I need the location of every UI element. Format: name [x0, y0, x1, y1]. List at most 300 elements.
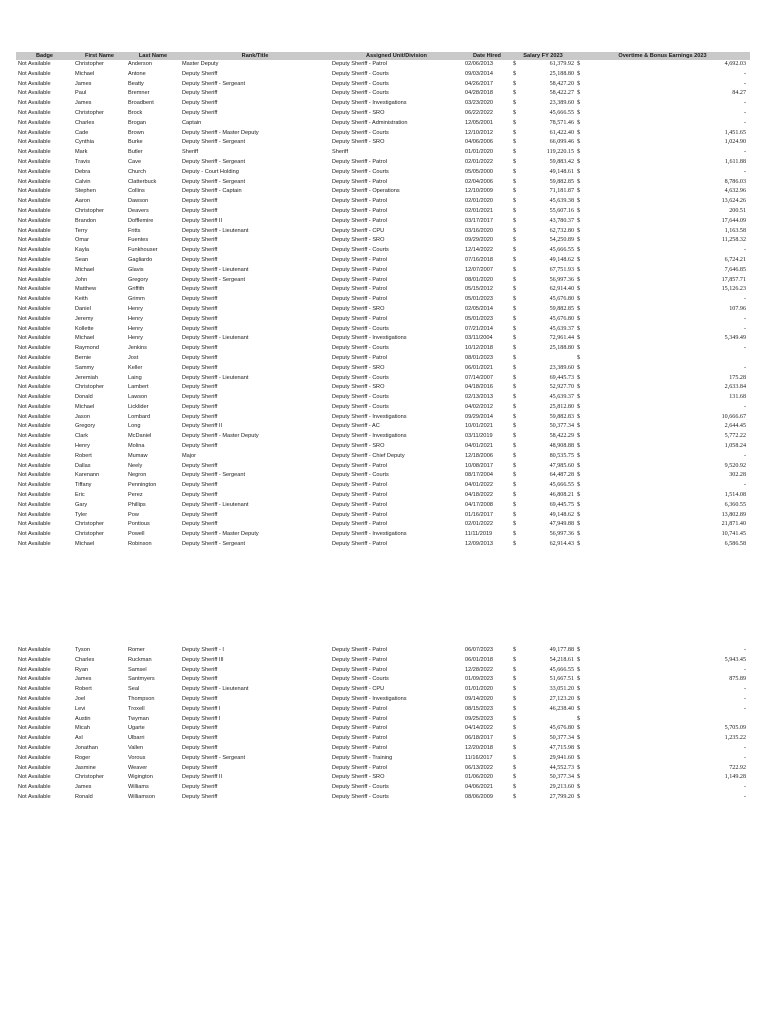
cell-first-name: Raymond: [75, 345, 99, 352]
cell-salary: [511, 734, 575, 744]
currency-symbol: $: [577, 676, 581, 683]
cell-assigned-unit: Deputy Sheriff - Courts: [332, 90, 389, 97]
salary-amount: 47,949.88: [549, 521, 574, 528]
currency-symbol: $: [577, 100, 581, 107]
currency-symbol: $: [577, 129, 581, 136]
cell-first-name: Michael: [75, 541, 95, 548]
cell-overtime: [575, 148, 750, 158]
cell-date-hired: 06/07/2023: [465, 647, 493, 653]
cell-overtime: [575, 734, 750, 744]
cell-date-hired: 04/28/2018: [465, 90, 493, 97]
cell-date-hired: 01/06/2020: [465, 774, 493, 781]
cell-rank-title: Deputy Sheriff: [182, 70, 218, 77]
cell-salary: [511, 462, 575, 472]
currency-symbol: $: [513, 676, 517, 683]
cell-overtime: [575, 138, 750, 148]
cell-badge: Not Available: [18, 774, 51, 781]
cell-overtime: [575, 481, 750, 491]
cell-first-name: Travis: [75, 158, 91, 165]
table-row: [16, 197, 750, 207]
currency-symbol: $: [513, 521, 517, 528]
cell-badge: Not Available: [18, 100, 51, 107]
cell-overtime: [575, 80, 750, 90]
table-row: [16, 256, 750, 266]
cell-assigned-unit: Deputy Sheriff - Investigations: [332, 433, 407, 440]
currency-symbol: $: [513, 511, 517, 518]
currency-symbol: $: [577, 119, 581, 126]
cell-last-name: Molina: [128, 443, 145, 450]
cell-assigned-unit: Deputy Sheriff - Courts: [332, 247, 389, 254]
cell-date-hired: 06/01/2018: [465, 656, 493, 663]
cell-date-hired: 01/09/2023: [465, 676, 493, 683]
cell-first-name: Brandon: [75, 217, 97, 224]
currency-symbol: $: [513, 374, 517, 381]
currency-symbol: $: [513, 695, 517, 702]
cell-last-name: Romer: [128, 647, 145, 653]
cell-first-name: Paul: [75, 90, 87, 97]
cell-date-hired: 07/16/2018: [465, 256, 493, 263]
overtime-amount: 1,024.90: [724, 139, 746, 146]
cell-rank-title: Deputy Sheriff: [182, 403, 218, 410]
cell-first-name: Matthew: [75, 286, 97, 293]
overtime-amount: 21,871.40: [721, 521, 746, 528]
cell-salary: [511, 442, 575, 452]
currency-symbol: $: [513, 531, 517, 538]
cell-date-hired: 05/05/2000: [465, 168, 493, 175]
cell-first-name: Michael: [75, 266, 95, 273]
cell-rank-title: Deputy Sheriff - Master Deputy: [182, 433, 259, 440]
cell-rank-title: Deputy Sheriff: [182, 394, 218, 401]
currency-symbol: $: [577, 715, 581, 722]
salary-amount: 47,985.60: [549, 462, 574, 469]
cell-overtime: [575, 187, 750, 197]
cell-badge: Not Available: [18, 286, 51, 293]
cell-rank-title: Deputy Sheriff - Sergeant: [182, 541, 246, 548]
table-row: [16, 744, 750, 754]
cell-first-name: Calvin: [75, 178, 91, 185]
cell-first-name: Eric: [75, 492, 85, 499]
overtime-amount: 1,611.88: [724, 158, 746, 165]
cell-date-hired: 12/09/2013: [465, 541, 493, 548]
cell-assigned-unit: Deputy Sheriff - SRO: [332, 109, 385, 116]
cell-salary: [511, 715, 575, 725]
cell-last-name: Weaver: [128, 764, 148, 771]
table-row: [16, 60, 750, 70]
currency-symbol: $: [577, 296, 581, 303]
currency-symbol: $: [577, 217, 581, 224]
currency-symbol: $: [577, 168, 581, 175]
cell-first-name: Terry: [75, 227, 88, 234]
cell-badge: Not Available: [18, 354, 51, 361]
table-row: [16, 530, 750, 540]
cell-last-name: Fritts: [128, 227, 141, 234]
table-row: [16, 462, 750, 472]
cell-last-name: Vorous: [128, 754, 146, 761]
currency-symbol: $: [513, 247, 517, 254]
currency-symbol: $: [577, 666, 581, 673]
cell-last-name: Keller: [128, 364, 143, 371]
currency-symbol: $: [577, 501, 581, 508]
currency-symbol: $: [513, 345, 517, 352]
overtime-amount: 9,520.92: [724, 462, 746, 469]
cell-overtime: [575, 685, 750, 695]
currency-symbol: $: [513, 413, 517, 420]
cell-salary: [511, 334, 575, 344]
currency-symbol: $: [577, 354, 581, 361]
currency-symbol: $: [577, 511, 581, 518]
currency-symbol: $: [577, 403, 581, 410]
cell-overtime: [575, 207, 750, 217]
cell-date-hired: 10/12/2018: [465, 345, 493, 352]
overtime-amount: 5,705.09: [724, 725, 746, 732]
currency-symbol: $: [577, 452, 581, 459]
cell-date-hired: 05/01/2023: [465, 296, 493, 303]
currency-symbol: $: [513, 276, 517, 283]
cell-salary: [511, 168, 575, 178]
cell-overtime: [575, 422, 750, 432]
overtime-amount: -: [743, 666, 746, 673]
currency-symbol: $: [577, 109, 581, 116]
overtime-amount: 5,349.49: [724, 335, 746, 342]
cell-assigned-unit: Deputy Sheriff - Administration: [332, 119, 408, 126]
cell-badge: Not Available: [18, 158, 51, 165]
salary-amount: 51,667.51: [549, 676, 574, 683]
salary-amount: 49,148.61: [549, 168, 574, 175]
currency-symbol: $: [513, 423, 517, 430]
cell-salary: [511, 695, 575, 705]
cell-assigned-unit: Deputy Sheriff - Courts: [332, 403, 389, 410]
cell-last-name: Ugarte: [128, 725, 145, 732]
cell-first-name: Charles: [75, 656, 95, 663]
cell-first-name: Jeremy: [75, 315, 94, 322]
overtime-amount: -: [743, 168, 746, 175]
table-row: [16, 393, 750, 403]
cell-date-hired: 08/17/2004: [465, 472, 493, 479]
overtime-amount: 10,666.67: [721, 413, 746, 420]
cell-assigned-unit: Deputy Sheriff - Investigations: [332, 335, 407, 342]
salary-amount: 45,676.80: [549, 296, 574, 303]
currency-symbol: $: [577, 744, 581, 751]
header-overtime: Overtime & Bonus Earnings 2023: [575, 52, 750, 60]
cell-assigned-unit: Deputy Sheriff - Patrol: [332, 647, 387, 653]
currency-symbol: $: [577, 276, 581, 283]
currency-symbol: $: [513, 70, 517, 77]
cell-rank-title: Deputy Sheriff: [182, 784, 218, 791]
currency-symbol: $: [577, 472, 581, 479]
cell-overtime: [575, 471, 750, 481]
cell-date-hired: 04/17/2008: [465, 501, 493, 508]
cell-badge: Not Available: [18, 676, 51, 683]
cell-date-hired: 01/16/2017: [465, 511, 493, 518]
cell-badge: Not Available: [18, 70, 51, 77]
currency-symbol: $: [513, 256, 517, 263]
cell-last-name: Burke: [128, 139, 143, 146]
cell-last-name: Laing: [128, 374, 142, 381]
cell-first-name: Keith: [75, 296, 88, 303]
cell-first-name: Joel: [75, 695, 86, 702]
cell-overtime: [575, 705, 750, 715]
cell-rank-title: Deputy Sheriff - Sergeant: [182, 276, 246, 283]
cell-assigned-unit: Deputy Sheriff - Patrol: [332, 735, 387, 742]
currency-symbol: $: [513, 61, 517, 67]
currency-symbol: $: [513, 452, 517, 459]
salary-amount: 47,715.98: [549, 744, 574, 751]
currency-symbol: $: [577, 335, 581, 342]
employee-table-page-2: [16, 646, 750, 803]
currency-symbol: $: [577, 462, 581, 469]
overtime-amount: 1,058.24: [724, 443, 746, 450]
cell-salary: [511, 217, 575, 227]
salary-amount: 27,799.20: [549, 793, 574, 800]
cell-overtime: [575, 695, 750, 705]
cell-rank-title: Deputy Sheriff: [182, 511, 218, 518]
cell-first-name: Robert: [75, 686, 92, 693]
currency-symbol: $: [513, 139, 517, 146]
currency-symbol: $: [577, 764, 581, 771]
cell-salary: [511, 783, 575, 793]
cell-overtime: [575, 168, 750, 178]
cell-overtime: [575, 236, 750, 246]
cell-overtime: [575, 129, 750, 139]
cell-first-name: Debra: [75, 168, 91, 175]
cell-badge: Not Available: [18, 647, 51, 653]
cell-first-name: Henry: [75, 443, 90, 450]
cell-last-name: Ruckman: [128, 656, 152, 663]
overtime-amount: -: [743, 100, 746, 107]
cell-assigned-unit: Deputy Sheriff - SRO: [332, 139, 385, 146]
cell-badge: Not Available: [18, 686, 51, 693]
cell-salary: [511, 511, 575, 521]
cell-assigned-unit: Deputy Sheriff - Courts: [332, 80, 389, 87]
cell-overtime: [575, 715, 750, 725]
currency-symbol: $: [577, 247, 581, 254]
cell-date-hired: 07/14/2007: [465, 374, 493, 381]
cell-assigned-unit: Deputy Sheriff - Patrol: [332, 158, 387, 165]
table-row: [16, 675, 750, 685]
cell-assigned-unit: Deputy Sheriff - Patrol: [332, 744, 387, 751]
cell-assigned-unit: Deputy Sheriff - Patrol: [332, 521, 387, 528]
salary-amount: 29,213.60: [549, 784, 574, 791]
overtime-amount: -: [743, 744, 746, 751]
currency-symbol: $: [577, 647, 581, 653]
cell-assigned-unit: Deputy Sheriff - Investigations: [332, 531, 407, 538]
cell-overtime: [575, 285, 750, 295]
cell-last-name: Henry: [128, 305, 143, 312]
cell-assigned-unit: Deputy Sheriff - Courts: [332, 129, 389, 136]
overtime-amount: -: [743, 325, 746, 332]
cell-assigned-unit: Sheriff: [332, 149, 349, 156]
currency-symbol: $: [577, 686, 581, 693]
table-row: [16, 452, 750, 462]
cell-badge: Not Available: [18, 374, 51, 381]
cell-badge: Not Available: [18, 119, 51, 126]
salary-amount: 50,377.34: [549, 423, 574, 430]
salary-amount: 27,123.20: [549, 695, 574, 702]
cell-assigned-unit: Deputy Sheriff - Patrol: [332, 666, 387, 673]
cell-salary: [511, 724, 575, 734]
cell-rank-title: Deputy Sheriff: [182, 237, 218, 244]
cell-first-name: Michael: [75, 335, 95, 342]
overtime-amount: 875.89: [729, 676, 746, 683]
currency-symbol: $: [577, 443, 581, 450]
table-row: [16, 724, 750, 734]
cell-last-name: Twyman: [128, 715, 149, 722]
cell-date-hired: 09/29/2014: [465, 413, 493, 420]
cell-salary: [511, 315, 575, 325]
table-row: [16, 217, 750, 227]
currency-symbol: $: [513, 198, 517, 205]
cell-date-hired: 03/17/2017: [465, 217, 493, 224]
table-row: [16, 295, 750, 305]
cell-last-name: Samsel: [128, 666, 147, 673]
table-row: [16, 734, 750, 744]
cell-date-hired: 05/01/2023: [465, 315, 493, 322]
cell-salary: [511, 403, 575, 413]
cell-overtime: [575, 744, 750, 754]
salary-amount: 67,751.93: [549, 266, 574, 273]
cell-rank-title: Captain: [182, 119, 202, 126]
salary-amount: 25,812.80: [549, 403, 574, 410]
overtime-amount: 5,772.22: [724, 433, 746, 440]
cell-rank-title: Deputy Sheriff: [182, 364, 218, 371]
table-row: [16, 432, 750, 442]
cell-date-hired: 12/05/2001: [465, 119, 493, 126]
overtime-amount: 17,857.71: [721, 276, 746, 283]
currency-symbol: $: [577, 433, 581, 440]
cell-salary: [511, 413, 575, 423]
cell-badge: Not Available: [18, 227, 51, 234]
table-row: [16, 109, 750, 119]
currency-symbol: $: [513, 725, 517, 732]
currency-symbol: $: [513, 286, 517, 293]
cell-first-name: Levi: [75, 705, 86, 712]
cell-badge: Not Available: [18, 735, 51, 742]
cell-first-name: James: [75, 100, 92, 107]
cell-badge: Not Available: [18, 217, 51, 224]
salary-amount: 55,607.16: [549, 207, 574, 214]
currency-symbol: $: [577, 198, 581, 205]
currency-symbol: $: [577, 207, 581, 214]
overtime-amount: -: [743, 296, 746, 303]
currency-symbol: $: [577, 70, 581, 77]
cell-overtime: [575, 520, 750, 530]
currency-symbol: $: [513, 705, 517, 712]
cell-salary: [511, 501, 575, 511]
cell-first-name: Christopher: [75, 384, 104, 391]
cell-last-name: Perez: [128, 492, 143, 499]
cell-salary: [511, 246, 575, 256]
cell-first-name: Micah: [75, 725, 90, 732]
currency-symbol: $: [513, 501, 517, 508]
cell-last-name: Henry: [128, 325, 143, 332]
cell-date-hired: 06/22/2022: [465, 109, 493, 116]
header-date-hired: Date Hired: [463, 52, 511, 60]
salary-amount: 45,666.55: [549, 109, 574, 116]
cell-salary: [511, 119, 575, 129]
currency-symbol: $: [513, 90, 517, 97]
cell-assigned-unit: Deputy Sheriff - Patrol: [332, 541, 387, 548]
cell-first-name: Donald: [75, 394, 93, 401]
cell-salary: [511, 197, 575, 207]
currency-symbol: $: [577, 364, 581, 371]
currency-symbol: $: [577, 735, 581, 742]
currency-symbol: $: [513, 325, 517, 332]
cell-rank-title: Deputy Sheriff II: [182, 774, 223, 781]
salary-amount: 62,914.43: [549, 541, 574, 548]
cell-rank-title: Deputy Sheriff: [182, 492, 218, 499]
cell-overtime: [575, 413, 750, 423]
cell-date-hired: 12/14/2022: [465, 247, 493, 254]
cell-overtime: [575, 197, 750, 207]
cell-salary: [511, 422, 575, 432]
currency-symbol: $: [577, 384, 581, 391]
cell-rank-title: Deputy Sheriff II: [182, 217, 223, 224]
overtime-amount: -: [743, 695, 746, 702]
currency-symbol: $: [577, 413, 581, 420]
cell-rank-title: Major: [182, 452, 196, 459]
cell-first-name: Ryan: [75, 666, 89, 673]
cell-badge: Not Available: [18, 521, 51, 528]
salary-amount: 48,908.88: [549, 443, 574, 450]
overtime-amount: 200.51: [729, 207, 746, 214]
table-row: [16, 511, 750, 521]
table-row: [16, 80, 750, 90]
cell-date-hired: 06/18/2017: [465, 735, 493, 742]
cell-rank-title: Deputy Sheriff - Sergeant: [182, 472, 246, 479]
cell-badge: Not Available: [18, 188, 51, 195]
cell-badge: Not Available: [18, 178, 51, 185]
salary-amount: 59,882.85: [549, 305, 574, 312]
cell-badge: Not Available: [18, 793, 51, 800]
cell-assigned-unit: Deputy Sheriff - Patrol: [332, 198, 387, 205]
cell-assigned-unit: Deputy Sheriff - Patrol: [332, 266, 387, 273]
currency-symbol: $: [577, 61, 581, 67]
cell-overtime: [575, 393, 750, 403]
overtime-amount: -: [743, 452, 746, 459]
overtime-amount: 6,360.55: [724, 501, 746, 508]
table-row: [16, 354, 750, 364]
cell-last-name: Mumaw: [128, 452, 148, 459]
overtime-amount: 10,741.45: [721, 531, 746, 538]
cell-overtime: [575, 646, 750, 656]
currency-symbol: $: [513, 119, 517, 126]
cell-salary: [511, 646, 575, 656]
currency-symbol: $: [513, 403, 517, 410]
salary-amount: 119,220.15: [546, 149, 574, 156]
overtime-amount: -: [743, 754, 746, 761]
cell-salary: [511, 187, 575, 197]
cell-assigned-unit: Deputy Sheriff - Patrol: [332, 656, 387, 663]
cell-last-name: Brown: [128, 129, 144, 136]
currency-symbol: $: [513, 237, 517, 244]
cell-rank-title: Deputy Sheriff - Captain: [182, 188, 242, 195]
table-row: [16, 413, 750, 423]
cell-assigned-unit: Deputy Sheriff - SRO: [332, 364, 385, 371]
cell-first-name: Austin: [75, 715, 91, 722]
cell-assigned-unit: Deputy Sheriff - SRO: [332, 305, 385, 312]
cell-badge: Not Available: [18, 256, 51, 263]
cell-rank-title: Deputy Sheriff - Sergeant: [182, 139, 246, 146]
overtime-amount: -: [743, 315, 746, 322]
cell-rank-title: Deputy Sheriff: [182, 198, 218, 205]
cell-last-name: Brogan: [128, 119, 147, 126]
currency-symbol: $: [513, 541, 517, 548]
cell-rank-title: Deputy Sheriff: [182, 793, 218, 800]
salary-amount: 49,148.62: [549, 256, 574, 263]
currency-symbol: $: [513, 462, 517, 469]
cell-badge: Not Available: [18, 315, 51, 322]
table-row: [16, 148, 750, 158]
